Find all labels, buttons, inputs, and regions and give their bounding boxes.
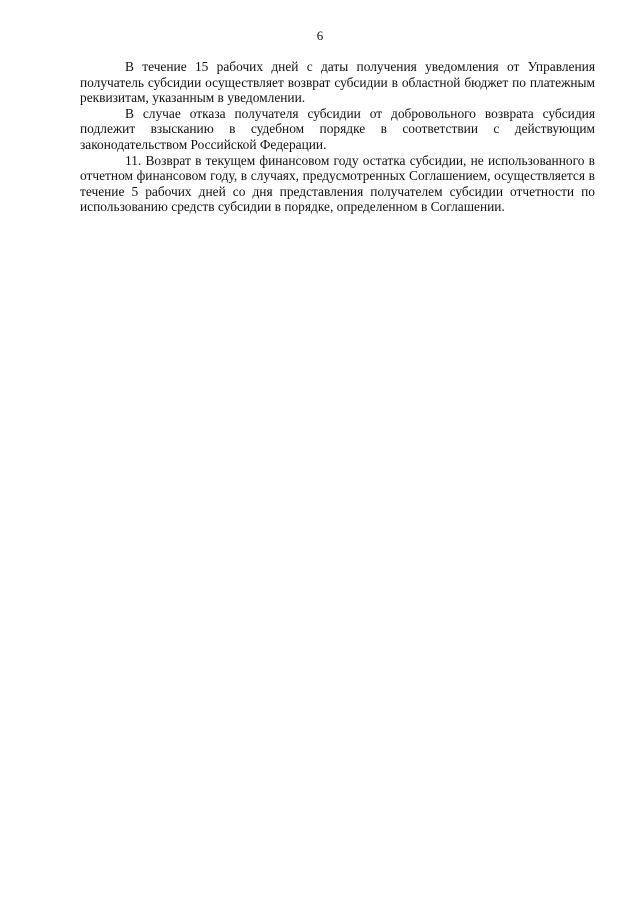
paragraph-clause-11: 11. Возврат в текущем финансовом году остатка субсидии, не использованного в отчетном финансовом году, в случаях, предусмотренных Соглашением, осуществляется в течение 5 рабочих дней со дня представления получателем субсидии отчетности по использованию средств субсидии в порядке, определенном в Соглашении. — [80, 152, 595, 215]
paragraph-refusal-recovery: В случае отказа получателя субсидии от добровольного возврата субсидия подлежит взысканию в судебном порядке в соответствии с действующим законодательством Российской Федерации. — [80, 105, 595, 152]
paragraph-refund-deadline: В течение 15 рабочих дней с даты получения уведомления от Управления получатель субсидии осуществляет возврат субсидии в областной бюджет по платежным реквизитам, указанным в уведомлении. — [80, 59, 595, 106]
document-body — [80, 59, 595, 215]
page-number: 6 — [316, 28, 324, 43]
